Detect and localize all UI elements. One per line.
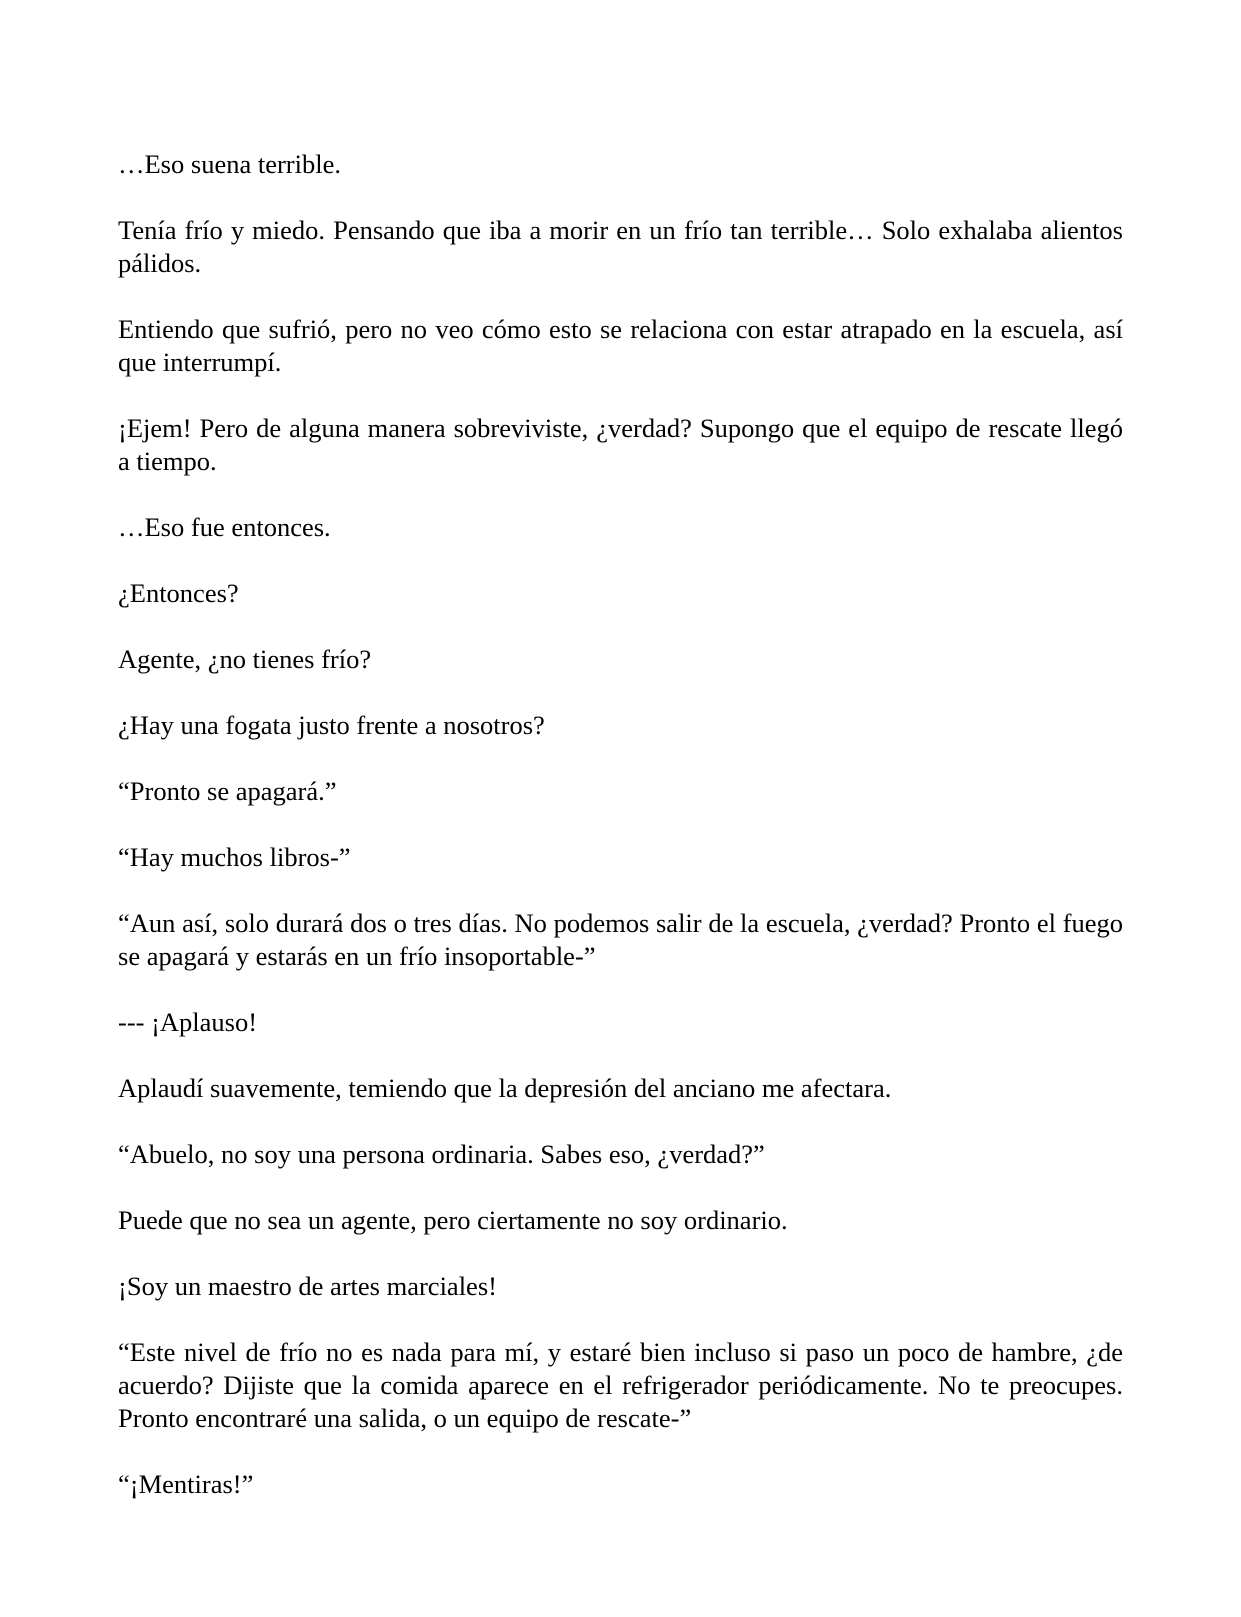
paragraph-16: ¡Soy un maestro de artes marciales! xyxy=(118,1271,497,1301)
paragraph-2: Tenía frío y miedo. Pensando que iba a morir en un frío tan terrible… Solo exhalaba alientos pálidos. xyxy=(118,215,1123,278)
paragraph-5: …Eso fue entonces. xyxy=(118,512,331,542)
paragraph-1: …Eso suena terrible. xyxy=(118,149,341,179)
paragraph-14: “Abuelo, no soy una persona ordinaria. Sabes eso, ¿verdad?” xyxy=(118,1139,765,1169)
paragraph-8: ¿Hay una fogata justo frente a nosotros? xyxy=(118,710,545,740)
paragraph-18: “¡Mentiras!” xyxy=(118,1469,254,1499)
paragraph-12: --- ¡Aplauso! xyxy=(118,1007,258,1037)
paragraph-13: Aplaudí suavemente, temiendo que la depresión del anciano me afectara. xyxy=(118,1073,892,1103)
paragraph-9: “Pronto se apagará.” xyxy=(118,776,337,806)
paragraph-7: Agente, ¿no tienes frío? xyxy=(118,644,372,674)
paragraph-15: Puede que no sea un agente, pero ciertamente no soy ordinario. xyxy=(118,1205,788,1235)
paragraph-11: “Aun así, solo durará dos o tres días. No podemos salir de la escuela, ¿verdad? Pronto el fuego se apagará y estarás en un frío insoportable-” xyxy=(118,908,1123,971)
paragraph-4: ¡Ejem! Pero de alguna manera sobreviviste, ¿verdad? Supongo que el equipo de rescate llegó a tiempo. xyxy=(118,413,1123,476)
paragraph-3: Entiendo que sufrió, pero no veo cómo esto se relaciona con estar atrapado en la escuela, así que interrumpí. xyxy=(118,314,1123,377)
paragraph-6: ¿Entonces? xyxy=(118,578,239,608)
paragraph-10: “Hay muchos libros-” xyxy=(118,842,351,872)
document-page xyxy=(118,148,1123,1501)
paragraph-17: “Este nivel de frío no es nada para mí, y estaré bien incluso si paso un poco de hambre, ¿de acuerdo? Dijiste que la comida aparece en el refrigerador periódicamente. No te preocupes. Pronto encontraré una salida, o un equipo de rescate-” xyxy=(118,1337,1123,1433)
